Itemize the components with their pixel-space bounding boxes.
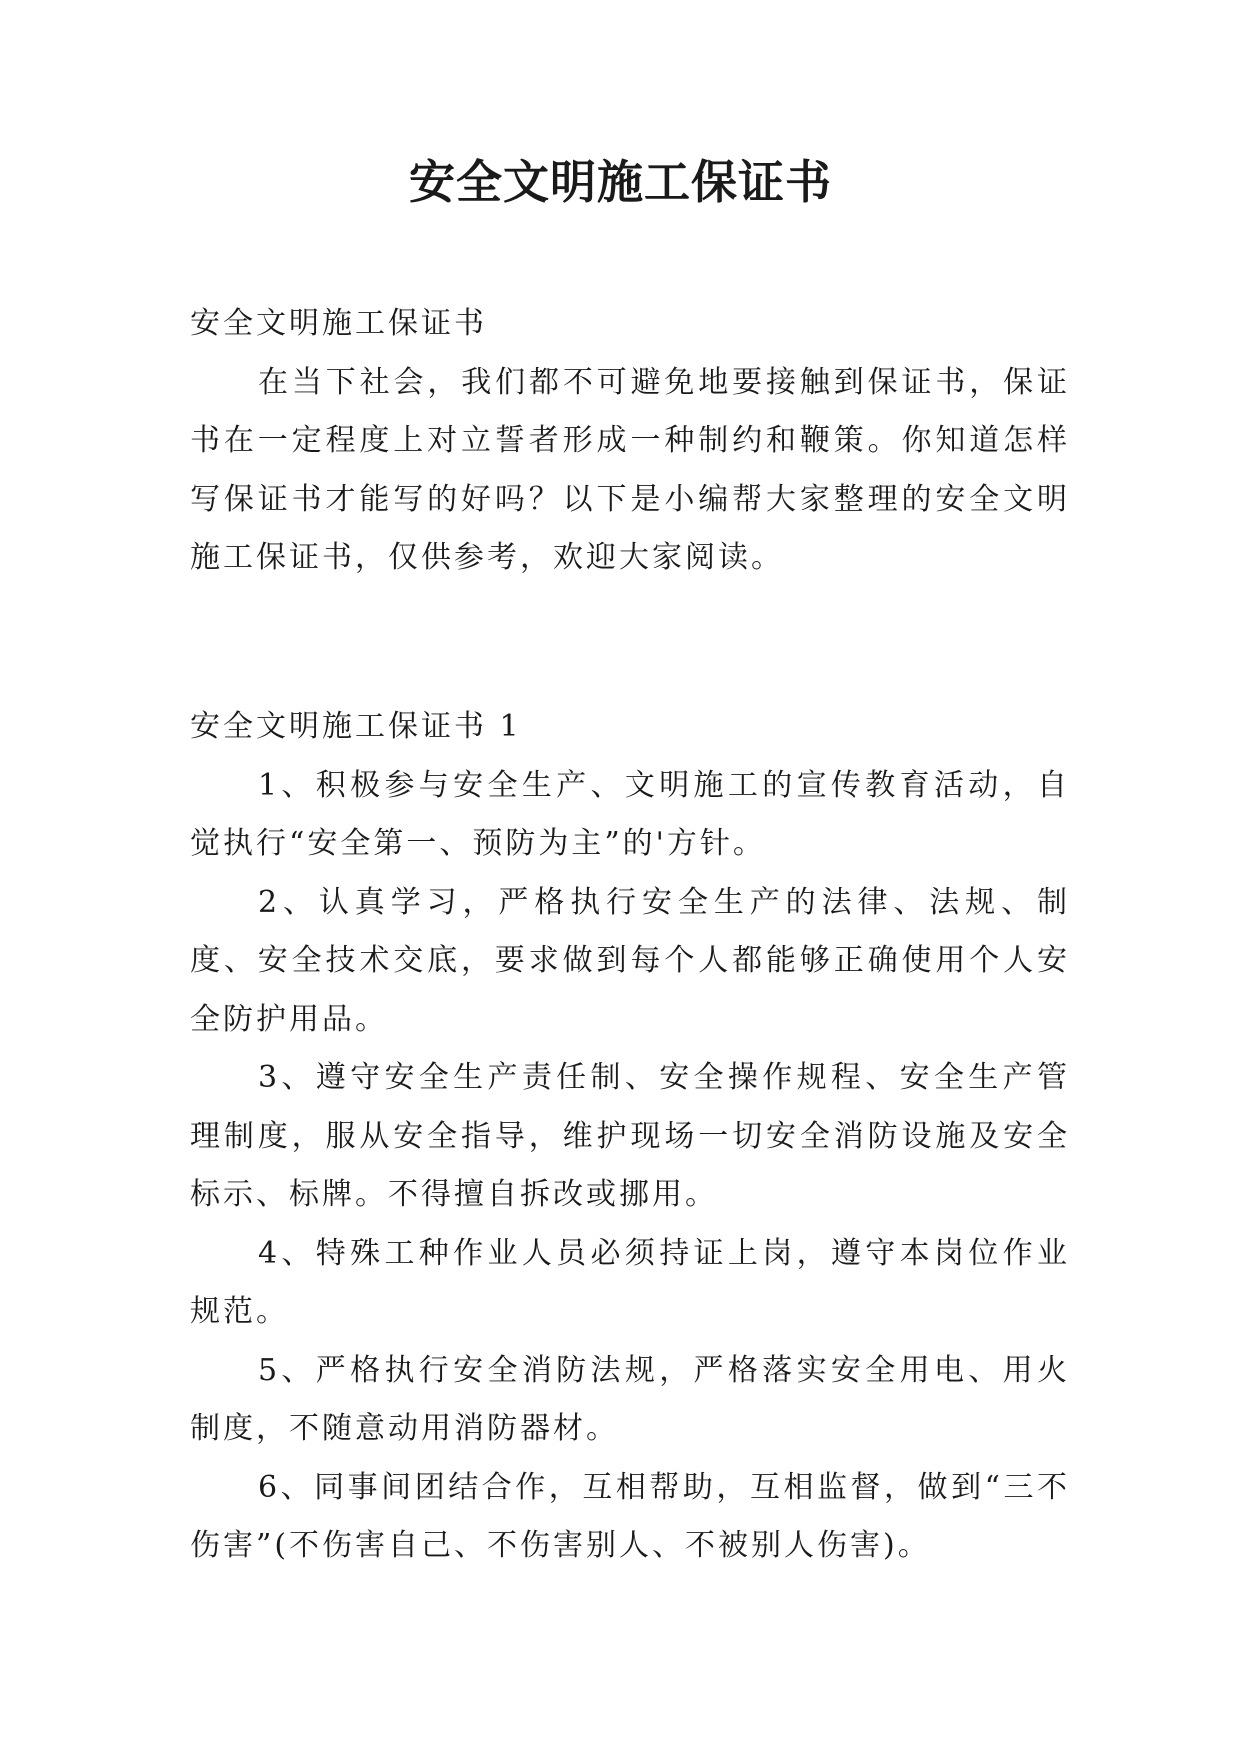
intro-block: [190, 295, 1070, 588]
section-heading: 安全文明施工保证书 1: [190, 709, 522, 744]
list-item: 5、严格执行安全消防法规，严格落实安全用电、用火制度，不随意动用消防器材。: [190, 1352, 1070, 1446]
list-item: 2、认真学习，严格执行安全生产的法律、法规、制度、安全技术交底，要求做到每个人都能够正确使用个人安全防护用品。: [190, 884, 1070, 1037]
list-item: 3、遵守安全生产责任制、安全操作规程、安全生产管理制度，服从安全指导，维护现场一切安全消防设施及安全标示、标牌。不得擅自拆改或挪用。: [190, 1060, 1070, 1212]
list-item: 6、同事间团结合作，互相帮助，互相监督，做到“三不伤害”(不伤害自己、不伤害别人、不被别人伤害)。: [190, 1469, 1070, 1563]
document-title: 安全文明施工保证书: [409, 155, 832, 209]
intro-paragraph: 在当下社会，我们都不可避免地要接触到保证书，保证书在一定程度上对立誓者形成一种制约和鞭策。你知道怎样写保证书才能写的好吗？以下是小编帮大家整理的安全文明施工保证书，仅供参考，欢迎大家阅读。: [190, 364, 1070, 575]
list-item: 4、特殊工种作业人员必须持证上岗，遵守本岗位作业规范。: [190, 1235, 1070, 1329]
section-block: [190, 698, 1070, 1576]
intro-heading: 安全文明施工保证书: [190, 306, 487, 341]
list-item: 1、积极参与安全生产、文明施工的宣传教育活动，自觉执行“安全第一、预防为主”的'方针。: [190, 767, 1070, 861]
